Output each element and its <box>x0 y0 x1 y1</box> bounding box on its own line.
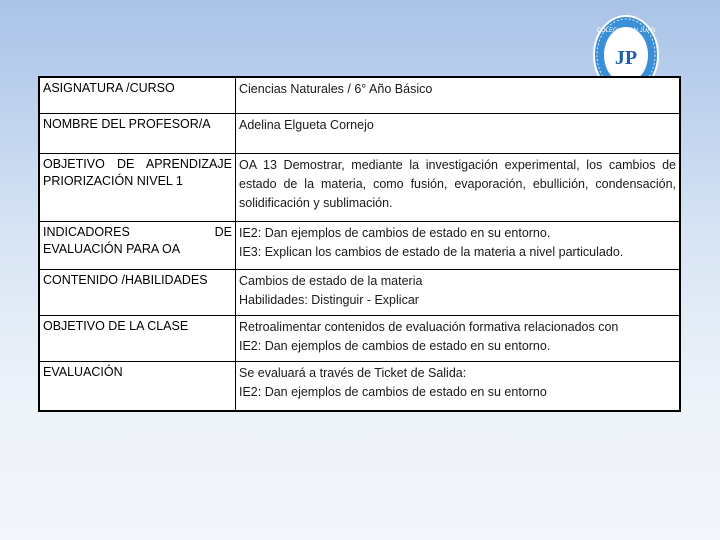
label-class-objective: OBJETIVO DE LA CLASE <box>39 315 236 361</box>
content-line: Habilidades: Distinguir - Explicar <box>239 292 419 307</box>
objective-line: IE2: Dan ejemplos de cambios de estado en su entorno. <box>239 338 551 353</box>
indicator-line: IE3: Explican los cambios de estado de la materia a nivel particulado. <box>239 244 624 259</box>
value-class-objective <box>236 315 681 361</box>
label-learning-objective: OBJETIVO DE APRENDIZAJE PRIORIZACIÓN NIVEL 1 <box>39 153 236 221</box>
table-row <box>39 269 680 315</box>
objective-line: Retroalimentar contenidos de evaluación formativa relacionados con <box>239 319 619 334</box>
logo-top-text: COLEGIO SAN JUAN <box>596 28 656 34</box>
label-teacher-name: NOMBRE DEL PROFESOR/A <box>39 113 236 153</box>
value-evaluation <box>236 361 681 411</box>
table-row <box>39 315 680 361</box>
logo-initials: JP <box>614 47 638 69</box>
label-evaluation: EVALUACIÓN <box>39 361 236 411</box>
value-teacher-name: Adelina Elgueta Cornejo <box>236 113 681 153</box>
table-row <box>39 221 680 269</box>
table-row <box>39 77 680 113</box>
indicator-line: IE2: Dan ejemplos de cambios de estado en su entorno. <box>239 225 551 240</box>
value-evaluation-indicators <box>236 221 681 269</box>
value-subject-course: Ciencias Naturales / 6° Año Básico <box>236 77 681 113</box>
table-row <box>39 153 680 221</box>
table-row <box>39 361 680 411</box>
content-line: Cambios de estado de la materia <box>239 273 423 288</box>
table-row <box>39 113 680 153</box>
label-content-skills: CONTENIDO /HABILIDADES <box>39 269 236 315</box>
value-learning-objective: OA 13 Demostrar, mediante la investigación experimental, los cambios de estado de la materia, como fusión, evaporación, ebullición, condensación, solidificación y sublimación. <box>236 153 681 221</box>
label-subject-course: ASIGNATURA /CURSO <box>39 77 236 113</box>
evaluation-line: Se evaluará a través de Ticket de Salida: <box>239 365 467 380</box>
label-evaluation-indicators: INDICADORES DE EVALUACIÓN PARA OA <box>39 221 236 269</box>
lesson-plan-table <box>38 76 681 412</box>
value-content-skills <box>236 269 681 315</box>
evaluation-line: IE2: Dan ejemplos de cambios de estado en su entorno <box>239 384 547 399</box>
